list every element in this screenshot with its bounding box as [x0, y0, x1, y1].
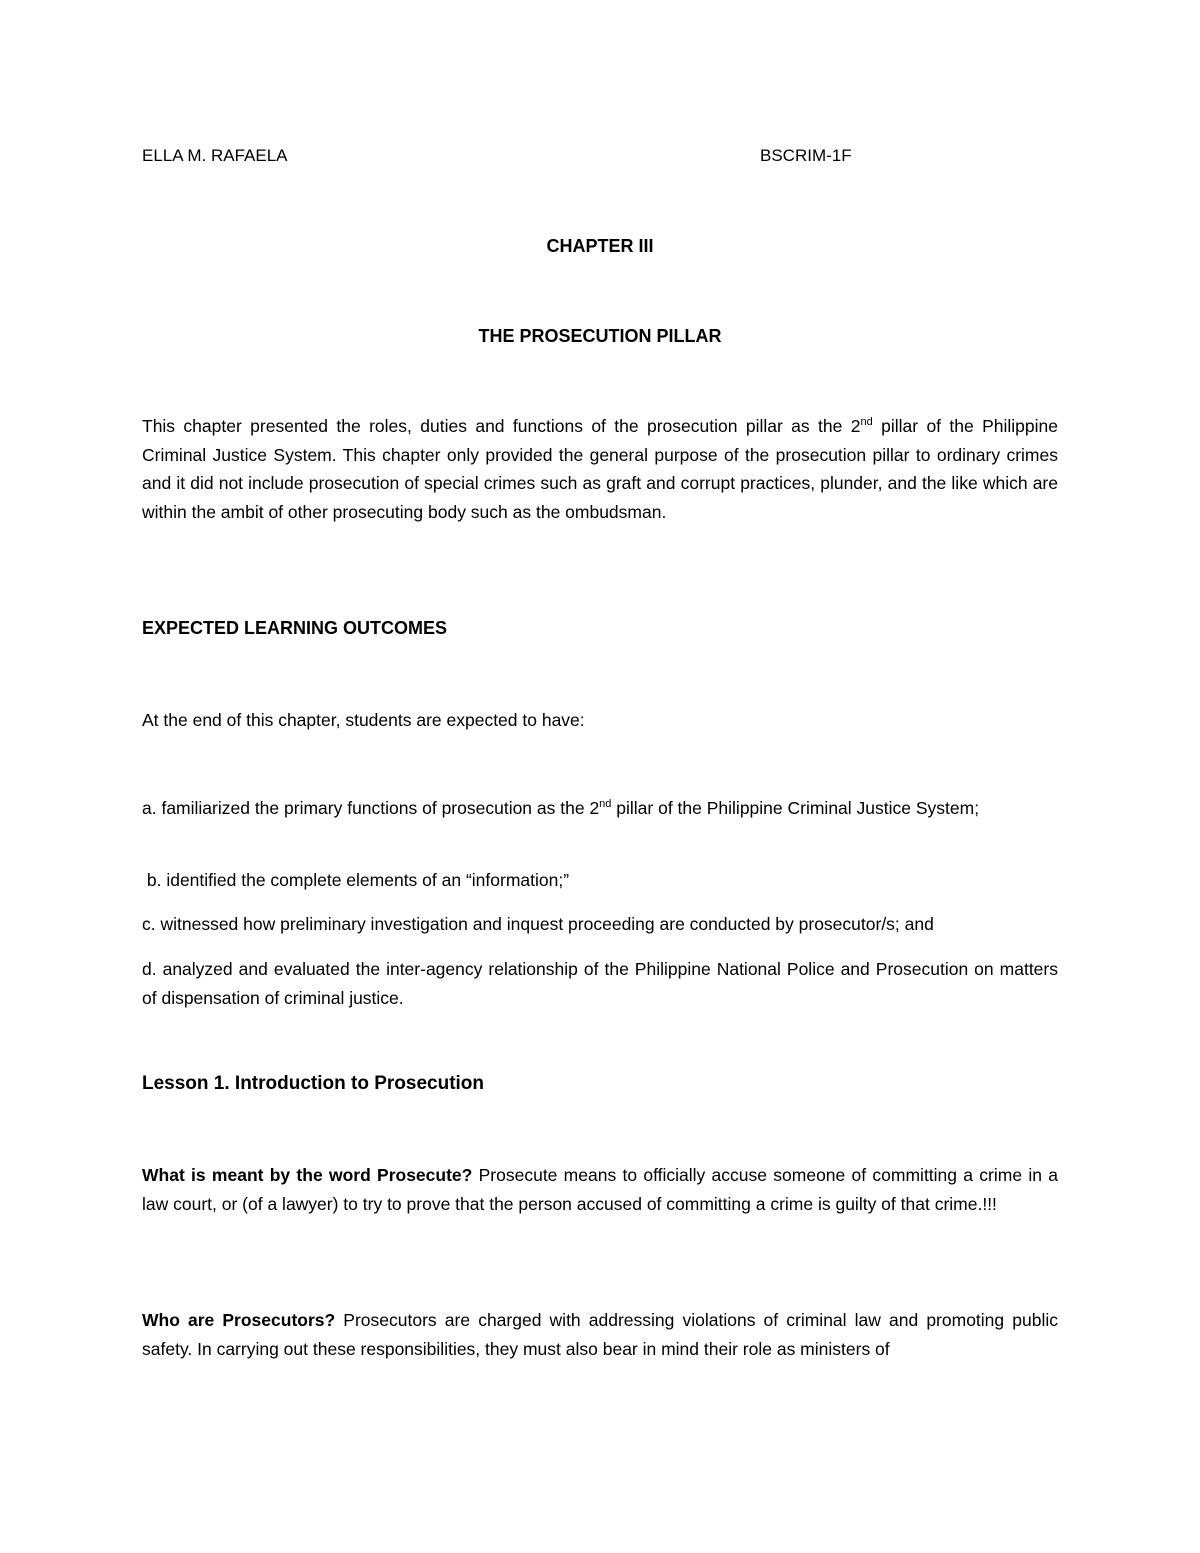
outcome-item-c: c. witnessed how preliminary investigation and inquest proceeding are conducted by prosecutor/s; and — [142, 914, 934, 934]
author-name: ELLA M. RAFAELA — [142, 146, 288, 165]
chapter-number: CHAPTER III — [546, 236, 654, 256]
outcome-a-part1: a. familiarized the primary functions of prosecution as the 2 — [142, 798, 600, 818]
outcomes-lead: At the end of this chapter, students are expected to have: — [142, 710, 585, 730]
outcome-a-superscript: nd — [599, 798, 612, 811]
chapter-title: THE PROSECUTION PILLAR — [478, 326, 722, 346]
intro-paragraph — [142, 412, 1058, 526]
intro-superscript: nd — [860, 416, 873, 429]
outcomes-heading: EXPECTED LEARNING OUTCOMES — [142, 618, 448, 638]
lesson-1-title: Lesson 1. Introduction to Prosecution — [142, 1073, 485, 1094]
lesson-1-paragraph-prosecutors — [142, 1306, 1058, 1363]
intro-text-part1: This chapter presented the roles, duties and functions of the prosecution pillar as the 2 — [142, 416, 861, 436]
answer-prosecutors: Prosecutors are charged with addressing violations of criminal law and promoting public safety. In carrying out these responsibilities, they must also bear in mind their role as ministers of — [142, 1310, 1058, 1359]
intro-text-part2: pillar of the Philippine Criminal Justice System. This chapter only provided the general purpose of the prosecution pillar to ordinary crimes and it did not include prosecution of special crimes such as graft and corrupt practices, plunder, and the like which are within the ambit of other prosecuting body such as the ombudsman. — [142, 416, 1059, 522]
outcome-item-a — [142, 794, 1058, 823]
course-section: BSCRIM-1F — [760, 146, 852, 165]
lesson-1-paragraph-prosecute — [142, 1161, 1058, 1218]
outcome-item-b: b. identified the complete elements of an “information;” — [142, 870, 570, 890]
answer-prosecute: Prosecute means to officially accuse someone of committing a crime in a law court, or (of a lawyer) to try to prove that the person accused of committing a crime is guilty of that crime.!!! — [142, 1165, 1058, 1214]
question-prosecutors: Who are Prosecutors? — [142, 1310, 336, 1330]
outcome-item-d: d. analyzed and evaluated the inter-agency relationship of the Philippine National Police and Prosecution on matters of dispensation of criminal justice. — [142, 959, 1058, 1008]
outcome-a-part2: pillar of the Philippine Criminal Justice System; — [611, 798, 980, 818]
question-prosecute: What is meant by the word Prosecute? — [142, 1165, 473, 1185]
